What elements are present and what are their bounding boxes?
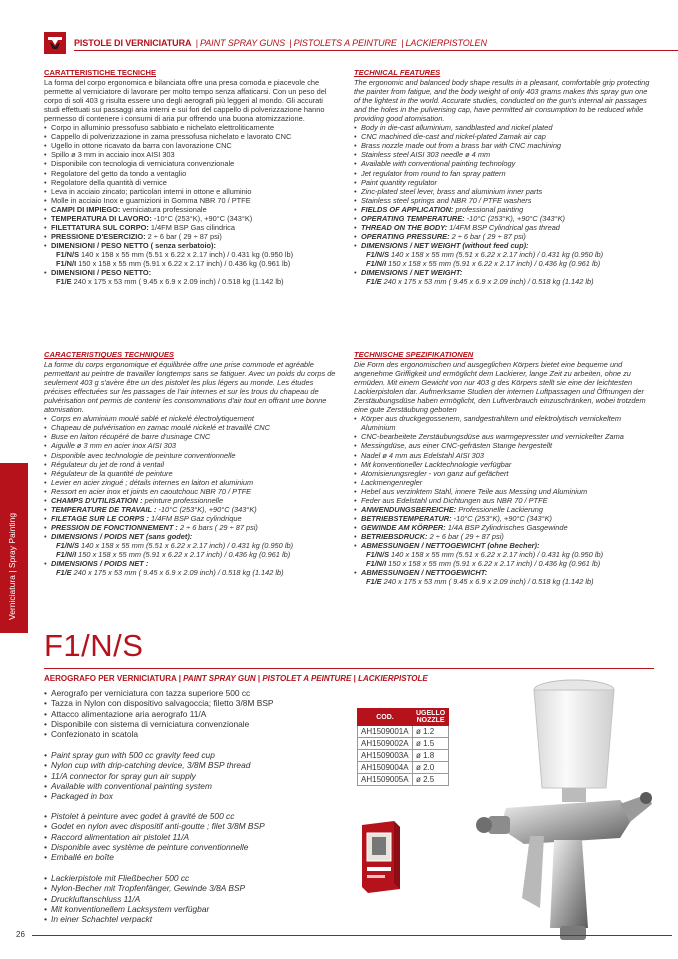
feature-item: • Mit konventioneller Lacktechnologie verfügbar bbox=[354, 460, 652, 469]
packaging-box-image bbox=[358, 817, 404, 893]
footer-divider bbox=[32, 935, 672, 936]
spec-item: • PRESSION DE FONCTIONNEMENT : 2 ÷ 6 bars ( 29 ÷ 87 psi) bbox=[44, 523, 338, 532]
product-subtitle: AEROGRAFO PER VERNICIATURA | PAINT SPRAY GUN | PISTOLET A PEINTURE | LACKIERPISTOLE bbox=[44, 674, 428, 683]
table-row: AH1509002A ø 1.5 bbox=[358, 738, 449, 750]
feature-item: • CNC machined die-cast and nickel-plated Zamak air cap bbox=[354, 132, 652, 141]
feature-item: • Körper aus druckgegossenem, sandgestrahltem und elektrolytisch vernickeltem Aluminium bbox=[354, 414, 652, 432]
dimension-row: F1/N/I 150 x 158 x 55 mm (5.91 x 6.22 x 2.17 inch) / 0.436 kg (0.961 lb) bbox=[56, 258, 291, 268]
header-title: PISTOLE DI VERNICIATURA | PAINT SPRAY GUNS | PISTOLETS A PEINTURE | LACKIERPISTOLEN bbox=[74, 38, 487, 48]
feature-item: • Regolatore del getto da tondo a ventaglio bbox=[44, 169, 338, 178]
table-row: AH1509003A ø 1.8 bbox=[358, 750, 449, 762]
feature-item: • Régulateur du jet de rond à ventail bbox=[44, 460, 338, 469]
table-header-nozzle: UGELLO NOZZLE bbox=[413, 709, 449, 726]
tech-features-it bbox=[44, 68, 338, 286]
feature-item: • Available with conventional painting technology bbox=[354, 159, 652, 168]
product-list-fr bbox=[44, 811, 314, 862]
spec-item: • TEMPERATURA DI LAVORO: -10°C (253°K), +90°C (343°K) bbox=[44, 214, 338, 223]
feature-item: • Jet regulator from round to fan spray pattern bbox=[354, 169, 652, 178]
list-item: • Emballé en boîte bbox=[44, 852, 314, 862]
feature-item: • Lackmengenregler bbox=[354, 478, 652, 487]
feature-item: • Body in die-cast alluminium, sandblasted and nickel plated bbox=[354, 123, 652, 132]
feature-item: • Stainless steel springs and NBR 70 / PTFE washers bbox=[354, 196, 652, 205]
tech-features-en bbox=[354, 68, 652, 286]
feature-item: • Corps en aluminium moulé sablé et nickelé électrolytiquement bbox=[44, 414, 338, 423]
list-item: • Lackierpistole mit Fließbecher 500 cc bbox=[44, 873, 314, 883]
feature-item: • Zinc-plated steel lever, brass and aluminium inner parts bbox=[354, 187, 652, 196]
dimension-row: F1/N/S 140 x 158 x 55 mm (5.51 x 6.22 x 2.17 inch) / 0.431 kg (0.950 lb) bbox=[366, 550, 604, 560]
list-item: • Attacco alimentazione aria aerografo 11/A bbox=[44, 709, 314, 719]
list-item: • Paint spray gun with 500 cc gravity feed cup bbox=[44, 750, 314, 760]
feature-item: • Paint quantity regulator bbox=[354, 178, 652, 187]
spec-item: • TEMPERATURE DE TRAVAIL : -10°C (253°K), +90°C (343°K) bbox=[44, 505, 338, 514]
intro-paragraph: La forme du corps ergonomique et équilibrée offre une prise commode et agréable permettant au peintre de travailler longtemps sans se fatiguer. Avec un poids du corps de seulement 403 g s'avère être un des pistolet les plus légers au monde. Les études précises effectuées sur les passages de l'air internes et sur les trous du chapeau de pulvérisation ont permis de contenir les consommations d'air tout en offrant une bonne atomisation. bbox=[44, 360, 336, 415]
intro-paragraph: The ergonomic and balanced body shape results in a pleasant, comfortable grip protecting the painter from fatigue, and the body weight of only 403 grams makes this spray gun one of the lightest in the world. Accurate studies, conducted on the gun's internal air passages and the holes in the pulverising cap, have permitted air consumption to be reduced while providing good atomisation. bbox=[354, 78, 650, 124]
feature-item: • Messingdüse, aus einer CNC-gefrästen Stange hergestellt bbox=[354, 441, 652, 450]
feature-item: • Nadel ø 4 mm aus Edelstahl AISI 303 bbox=[354, 451, 652, 460]
feature-item: • Aiguille ø 3 mm en acier inox AISI 303 bbox=[44, 441, 338, 450]
spec-item: • OPERATING TEMPERATURE: -10°C (253°K), +90°C (343°K) bbox=[354, 214, 652, 223]
spec-item: • DIMENSIONS / NET WEIGHT: bbox=[354, 268, 652, 277]
spec-item: • CHAMPS D'UTILISATION : peinture professionnelle bbox=[44, 496, 338, 505]
section-title: TECHNISCHE SPEZIFIKATIONEN bbox=[354, 350, 474, 359]
section-title: CARATTERISTICHE TECNICHE bbox=[44, 68, 157, 77]
feature-item: • Brass nozzle made out from a brass bar with CNC machining bbox=[354, 141, 652, 150]
spec-item: • DIMENSIONI / PESO NETTO: bbox=[44, 268, 338, 277]
page-number: 26 bbox=[16, 930, 25, 939]
feature-item: • Feder aus Edelstahl und Dichtungen aus NBR 70 / PTFE bbox=[354, 496, 652, 505]
list-item: • In einer Schachtel verpackt bbox=[44, 914, 314, 924]
spec-item: • ABMESSUNGEN / NETTOGEWICHT (ohne Becher): bbox=[354, 541, 652, 550]
product-list-de bbox=[44, 873, 314, 924]
spec-item: • THREAD ON THE BODY: 1/4FM BSP Cylindrical gas thread bbox=[354, 223, 652, 232]
section-title: CARACTERISTIQUES TECHNIQUES bbox=[44, 350, 174, 359]
feature-item: • Stainless steel AISI 303 needle ø 4 mm bbox=[354, 150, 652, 159]
tech-features-de bbox=[354, 350, 652, 586]
dimension-row: F1/N/S 140 x 158 x 55 mm (5.51 x 6.22 x 2.17 inch) / 0.431 kg (0.950 lb) bbox=[56, 249, 294, 259]
feature-item: • Regolatore della quantità di vernice bbox=[44, 178, 338, 187]
feature-item: • Corpo in alluminio pressofuso sabbiato e nichelato elettroliticamente bbox=[44, 123, 338, 132]
list-item: • Mit konventionellem Lacksystem verfügbar bbox=[44, 904, 314, 914]
feature-item: • Ressort en acier inox et joints en caoutchouc NBR 70 / PTFE bbox=[44, 487, 338, 496]
dimension-row: F1/E 240 x 175 x 53 mm ( 9.45 x 6.9 x 2.09 inch) / 0.518 kg (1.142 lb) bbox=[56, 277, 284, 287]
spec-item: • GEWINDE AM KÖRPER: 1/4A BSP Zylindrisches Gasgewinde bbox=[354, 523, 652, 532]
product-list-it bbox=[44, 688, 314, 739]
spec-item: • BETRIEBSTEMPERATUR: -10°C (253°K), +90°C (343°K) bbox=[354, 514, 652, 523]
product-model-title: F1/N/S bbox=[44, 628, 144, 663]
dimension-row: F1/E 240 x 175 x 53 mm ( 9.45 x 6.9 x 2.09 inch) / 0.518 kg (1.142 lb) bbox=[366, 577, 594, 587]
table-header-code: COD. bbox=[358, 709, 413, 726]
page-header bbox=[44, 32, 664, 54]
tech-features-fr bbox=[44, 350, 338, 577]
list-item: • Aerografo per verniciatura con tazza superiore 500 cc bbox=[44, 688, 314, 698]
list-item: • Druckluftanschluss 11/A bbox=[44, 894, 314, 904]
spec-item: • ABMESSUNGEN / NETTOGEWICHT: bbox=[354, 568, 652, 577]
product-code-table bbox=[357, 708, 449, 786]
feature-list bbox=[44, 123, 338, 250]
product-divider bbox=[44, 668, 654, 669]
dimension-row: F1/E 240 x 175 x 53 mm ( 9.45 x 6.9 x 2.09 inch) / 0.518 kg (1.142 lb) bbox=[56, 568, 284, 578]
list-item: • Pistolet à peinture avec godet à gravité de 500 cc bbox=[44, 811, 314, 821]
feature-item: • Atomisierungsregler - von ganz auf gefächert bbox=[354, 469, 652, 478]
list-item: • Available with conventional painting system bbox=[44, 781, 314, 791]
dimension-row: F1/N/I 150 x 158 x 55 mm (5.91 x 6.22 x 2.17 inch) / 0.436 kg (0.961 lb) bbox=[56, 550, 291, 560]
feature-item: • Spillo ø 3 mm in acciaio inox AISI 303 bbox=[44, 150, 338, 159]
spec-item: • DIMENSIONS / POIDS NET (sans godet): bbox=[44, 532, 338, 541]
feature-item: • Disponibile con tecnologia di verniciatura convenzionale bbox=[44, 159, 338, 168]
table-row: AH1509005A ø 2.5 bbox=[358, 774, 449, 786]
list-item: • Confezionato in scatola bbox=[44, 729, 314, 739]
spray-gun-image bbox=[470, 676, 666, 946]
feature-item: • Disponible avec technologie de peinture conventionnelle bbox=[44, 451, 338, 460]
dimension-row: F1/N/I 150 x 158 x 55 mm (5.91 x 6.22 x 2.17 inch) / 0.436 kg (0.961 lb) bbox=[366, 258, 601, 268]
product-list-en bbox=[44, 750, 314, 801]
list-item: • Nylon cup with drip-catching device, 3/8M BSP thread bbox=[44, 760, 314, 770]
brand-logo bbox=[44, 32, 66, 54]
list-item: • Disponibile con sistema di verniciatura convenzionale bbox=[44, 719, 314, 729]
list-item: • Raccord alimentation air pistolet 11/A bbox=[44, 832, 314, 842]
list-item: • Godet en nylon avec dispositif anti-goutte ; filet 3/8M BSP bbox=[44, 821, 314, 831]
dimension-row: F1/N/I 150 x 158 x 55 mm (5.91 x 6.22 x 2.17 inch) / 0.436 kg (0.961 lb) bbox=[366, 559, 601, 569]
spec-item: • PRESSIONE D'ESERCIZIO: 2 ÷ 6 bar ( 29 ÷ 87 psi) bbox=[44, 232, 338, 241]
spec-item: • CAMPI DI IMPIEGO: verniciatura professionale bbox=[44, 205, 338, 214]
list-item: • Packaged in box bbox=[44, 791, 314, 801]
table-row: AH1509004A ø 2.0 bbox=[358, 762, 449, 774]
dimension-row: F1/E 240 x 175 x 53 mm ( 9.45 x 6.9 x 2.09 inch) / 0.518 kg (1.142 lb) bbox=[366, 277, 594, 287]
list-item: • Tazza in Nylon con dispositivo salvagoccia; filetto 3/8M BSP bbox=[44, 698, 314, 708]
sidebar-label: Verniciatura | Spray Painting bbox=[7, 512, 17, 620]
spec-item: • FIELDS OF APPLICATION: professional painting bbox=[354, 205, 652, 214]
feature-item: • CNC-bearbeitete Zerstäubungsdüse aus warmgepresster und vernickelter Zama bbox=[354, 432, 652, 441]
list-item: • Disponible avec système de peinture conventionnelle bbox=[44, 842, 314, 852]
feature-list bbox=[354, 414, 652, 550]
feature-list bbox=[44, 414, 338, 541]
feature-item: • Cappello di polverizzazione in zama pressofusa nichelato e lavorato CNC bbox=[44, 132, 338, 141]
feature-item: • Ugello in ottone ricavato da barra con lavorazione CNC bbox=[44, 141, 338, 150]
feature-item: • Leva in acciaio zincato; particolari interni in ottone e alluminio bbox=[44, 187, 338, 196]
dimension-row: F1/N/S 140 x 158 x 55 mm (5.51 x 6.22 x 2.17 inch) / 0.431 kg (0.950 lb) bbox=[366, 249, 604, 259]
spec-item: • OPERATING PRESSURE: 2 ÷ 6 bar ( 29 ÷ 87 psi) bbox=[354, 232, 652, 241]
feature-list bbox=[354, 123, 652, 250]
feature-item: • Molle in acciaio Inox e guarnizioni in Gomma NBR 70 / PTFE bbox=[44, 196, 338, 205]
dimension-row: F1/N/S 140 x 158 x 55 mm (5.51 x 6.22 x 2.17 inch) / 0.431 kg (0.950 lb) bbox=[56, 540, 294, 550]
list-item: • Nylon-Becher mit Tropfenfänger, Gewinde 3/8A BSP bbox=[44, 883, 314, 893]
spec-item: • DIMENSIONI / PESO NETTO ( senza serbatoio): bbox=[44, 241, 338, 250]
spec-item: • DIMENSIONS / NET WEIGHT (without feed cup): bbox=[354, 241, 652, 250]
feature-item: • Régulateur de la quantité de peinture bbox=[44, 469, 338, 478]
spec-item: • FILETTATURA SUL CORPO: 1/4FM BSP Gas cilindrica bbox=[44, 223, 338, 232]
header-divider bbox=[74, 50, 678, 51]
feature-item: • Hebel aus verzinktem Stahl, innere Teile aus Messing und Aluminium bbox=[354, 487, 652, 496]
feature-item: • Levier en acier zingué ; détails internes en laiton et aluminium bbox=[44, 478, 338, 487]
spec-item: • DIMENSIONS / POIDS NET : bbox=[44, 559, 338, 568]
spec-item: • FILETAGE SUR LE CORPS : 1/4FM BSP Gaz cylindrique bbox=[44, 514, 338, 523]
spec-item: • ANWENDUNGSBEREICHE: Professionelle Lackierung bbox=[354, 505, 652, 514]
feature-item: • Buse en laiton récupéré de barre d'usinage CNC bbox=[44, 432, 338, 441]
list-item: • 11/A connector for spray gun air supply bbox=[44, 771, 314, 781]
section-title: TECHNICAL FEATURES bbox=[354, 68, 441, 77]
feature-item: • Chapeau de pulvérisation en zamac moulé nickelé et travaillé CNC bbox=[44, 423, 338, 432]
spec-item: • BETRIEBSDRUCK: 2 ÷ 6 bar ( 29 ÷ 87 psi) bbox=[354, 532, 652, 541]
table-row: AH1509001A ø 1.2 bbox=[358, 726, 449, 738]
intro-paragraph: Die Form des ergonomischen und ausgeglichen Körpers bietet eine bequeme und angenehme Griffigkeit und ermöglicht dem Lackierer, lange Zeit zu arbeiten, ohne zu ermüden. Mit einem Gewicht von nur 403 g des Körpers stellt sie eine der leichtesten Lackierpistolen dar. Aufmerksame Studien der internen Luftpassagen und Öffnungen der Zerstäubungsdüse haben ermöglicht, den Luftverbrauch einzuschränken, wobei trotzdem eine gute Zerstäubung geboten bbox=[354, 360, 646, 415]
intro-paragraph: La forma del corpo ergonomica e bilanciata offre una presa comoda e piacevole che permette al verniciatore di lavorare per molto tempo senza affaticarsi. Con un peso del corpo di soli 403 g risulta essere uno degli aerografi più leggeri al mondo. Gli accurati studi effettuati sui passaggi aria interni e sui fori del cappello di polverizzazione hanno permesso di contenere i consumi di aria pur offrendo una buona atomizzazione. bbox=[44, 78, 327, 124]
